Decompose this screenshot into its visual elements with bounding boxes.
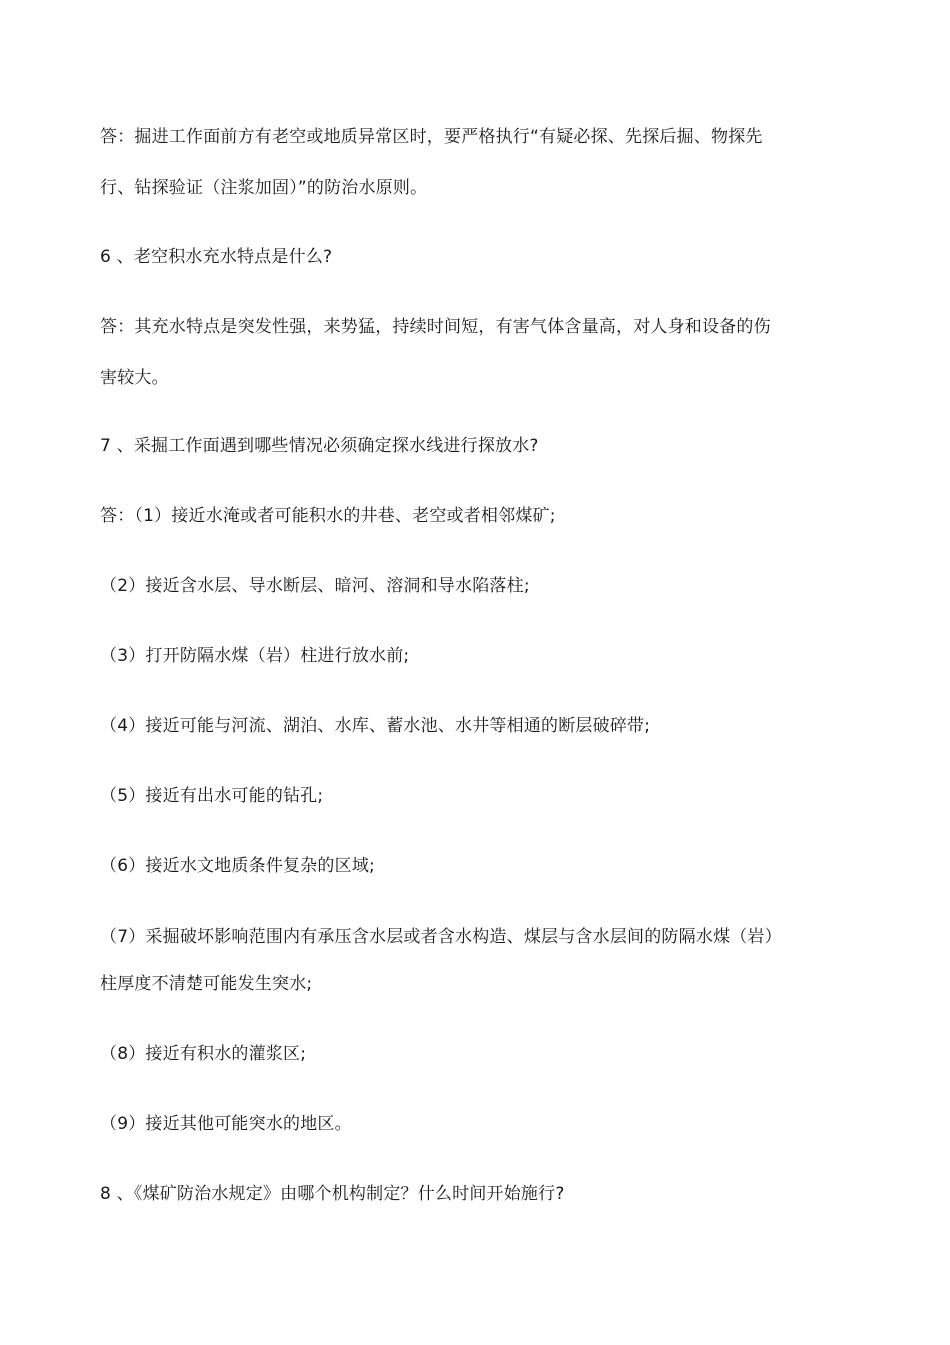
answer-7-item-2: （2）接近含水层、导水断层、暗河、溶洞和导水陷落柱; <box>100 576 530 596</box>
answer-7-item-5: （5）接近有出水可能的钻孔; <box>100 786 324 806</box>
answer-7-item-6: （6）接近水文地质条件复杂的区域; <box>100 856 375 876</box>
answer-6-line-2: 害较大。 <box>100 368 169 388</box>
answer-7-item-3: （3）打开防隔水煤（岩）柱进行放水前; <box>100 646 410 666</box>
answer-7-item-9: （9）接近其他可能突水的地区。 <box>100 1114 352 1134</box>
question-6: 6 、老空积水充水特点是什么? <box>100 247 333 267</box>
answer-7-item-7-line-1: （7）采掘破坏影响范围内有承压含水层或者含水构造、煤层与含水层间的防隔水煤（岩） <box>100 927 782 947</box>
question-7: 7 、采掘工作面遇到哪些情况必须确定探水线进行探放水? <box>100 436 539 456</box>
answer-7-item-1: 答：（1）接近水淹或者可能积水的井巷、老空或者相邻煤矿; <box>100 506 556 526</box>
answer-5-line-1: 答：掘进工作面前方有老空或地质异常区时，要严格执行“有疑必探、先探后掘、物探先 <box>100 127 763 147</box>
answer-5-line-2: 行、钻探验证（注浆加固）”的防治水原则。 <box>100 178 428 198</box>
question-8: 8 、《煤矿防治水规定》由哪个机构制定？什么时间开始施行? <box>100 1184 565 1204</box>
answer-7-item-7-line-2: 柱厚度不清楚可能发生突水; <box>100 974 313 994</box>
answer-6-line-1: 答：其充水特点是突发性强，来势猛，持续时间短，有害气体含量高，对人身和设备的伤 <box>100 317 771 337</box>
answer-7-item-4: （4）接近可能与河流、湖泊、水库、蓄水池、水井等相通的断层破碎带; <box>100 716 651 736</box>
answer-7-item-8: （8）接近有积水的灌浆区; <box>100 1044 307 1064</box>
